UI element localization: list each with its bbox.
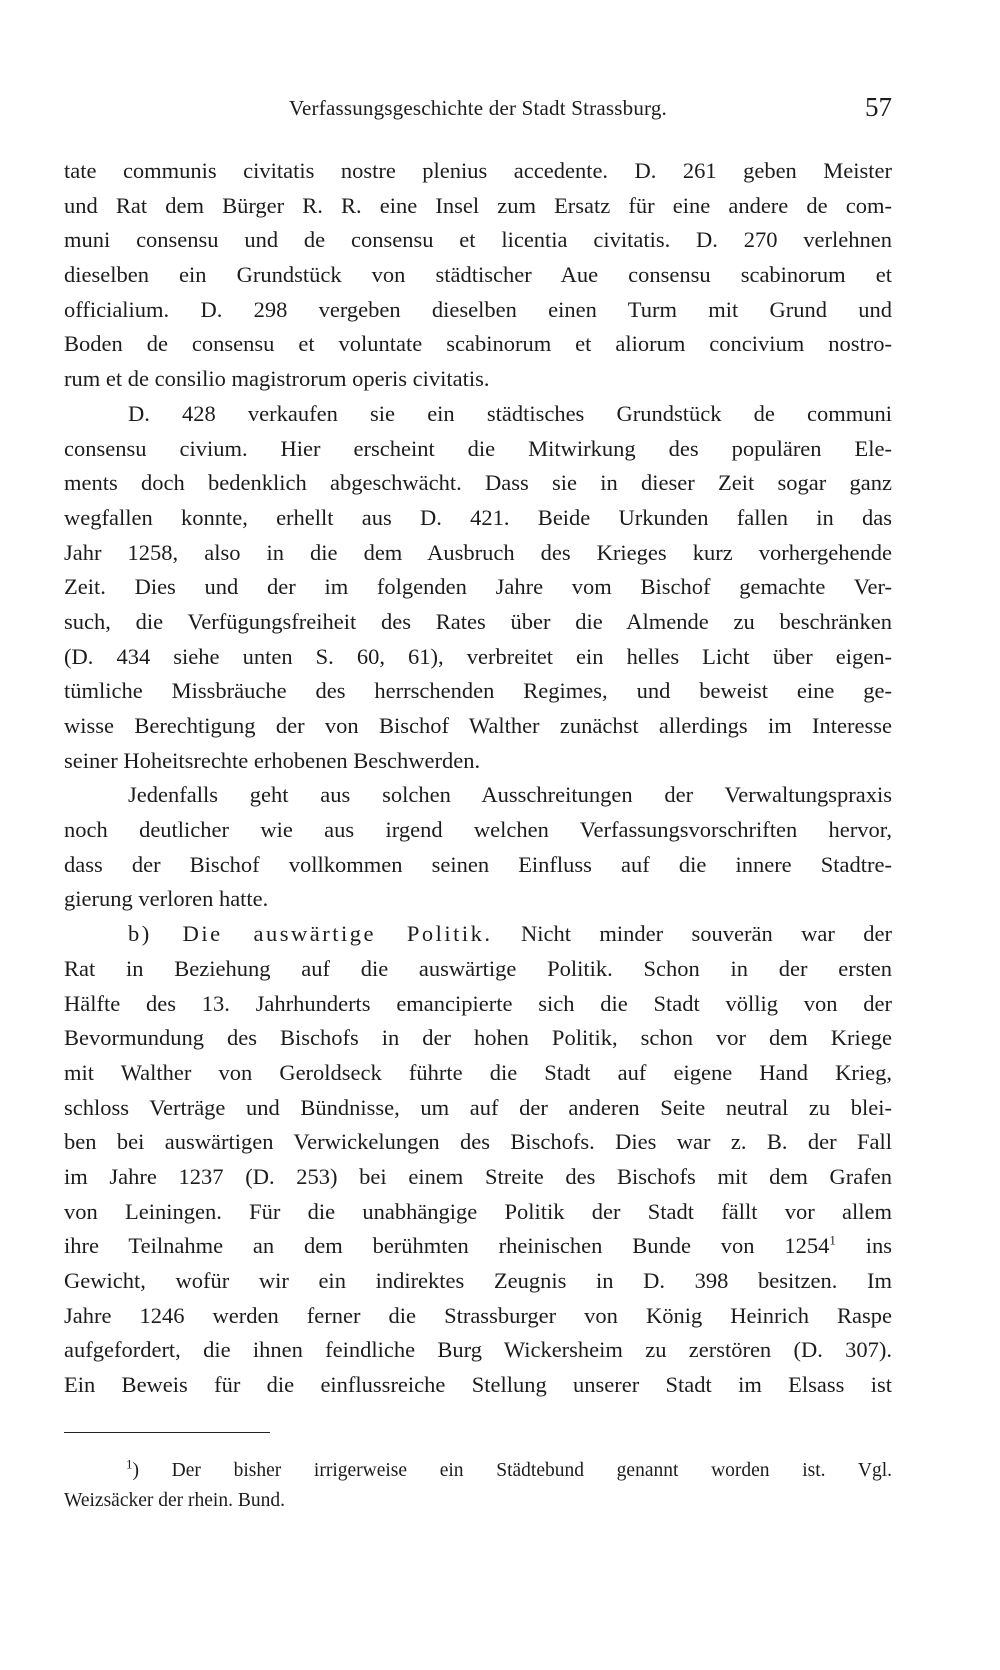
- page-number: 57: [865, 92, 892, 122]
- text-line: Gewicht, wofür wir ein indirektes Zeugnis in D. 398 besitzen. Im: [64, 1268, 892, 1293]
- text-fragment: ihre Teilnahme an dem berühmten rheinischen Bunde von 1254: [64, 1233, 830, 1259]
- text-line: seiner Hoheitsrechte erhobenen Beschwerden.: [64, 747, 481, 773]
- text-line: dass der Bischof vollkommen seinen Einfluss auf die innere Stadtre-: [64, 851, 892, 877]
- text-line: Bevormundung des Bischofs in der hohen Politik, schon vor dem Kriege: [64, 1025, 892, 1051]
- text-fragment: Nicht minder souverän war der: [520, 921, 892, 947]
- footnote-line: [64, 1456, 892, 1486]
- text-line: noch deutlicher wie aus irgend welchen Verfassungsvorschriften hervor,: [64, 817, 892, 843]
- text-line: Hälfte des 13. Jahrhunderts emancipierte sich die Stadt völlig von der: [64, 990, 892, 1016]
- running-head: [64, 92, 892, 132]
- text-line: (D. 434 siehe unten S. 60, 61), verbreitet ein helles Licht über eigen-: [64, 643, 892, 669]
- text-line: consensu civium. Hier erscheint die Mitwirkung des populären Ele-: [64, 435, 892, 461]
- section-heading: b) Die auswärtige Politik.: [128, 921, 493, 947]
- text-line: von Leiningen. Für die unabhängige Politik der Stadt fällt vor allem: [64, 1198, 892, 1224]
- text-line: wisse Berechtigung der von Bischof Walther zunächst allerdings im Interesse: [64, 713, 892, 738]
- footnote-text: ) Der bisher irrigerweise ein Städtebund genannt worden ist. Vgl.: [132, 1460, 892, 1481]
- section-heading-line: [64, 917, 892, 952]
- text-line: wegfallen konnte, erhellt aus D. 421. Beide Urkunden fallen in das: [64, 504, 892, 530]
- footnote-divider: [64, 1432, 270, 1433]
- text-line: officialium. D. 298 vergeben dieselben einen Turm mit Grund und: [64, 296, 892, 322]
- text-line: tümliche Missbräuche des herrschenden Regimes, und beweist eine ge-: [64, 678, 892, 704]
- text-line: im Jahre 1237 (D. 253) bei einem Streite des Bischofs mit dem Grafen: [64, 1163, 892, 1189]
- text-line: ben bei auswärtigen Verwickelungen des Bischofs. Dies war z. B. der Fall: [64, 1129, 892, 1155]
- footnote-marker: 1: [126, 1456, 133, 1472]
- text-line: Zeit. Dies und der im folgenden Jahre vom Bischof gemachte Ver-: [64, 574, 892, 600]
- text-line: Ein Beweis für die einflussreiche Stellung unserer Stadt im Elsass ist: [64, 1372, 892, 1398]
- footnotes: [64, 1456, 892, 1516]
- text-line: D. 428 verkaufen sie ein städtisches Grundstück de communi: [128, 400, 892, 426]
- text-line: Boden de consensu et voluntate scabinorum et aliorum concivium nostro-: [64, 331, 892, 357]
- footnote-line: Weizsäcker der rhein. Bund.: [64, 1490, 285, 1511]
- text-line: schloss Verträge und Bündnisse, um auf der anderen Seite neutral zu blei-: [64, 1094, 892, 1120]
- text-line: dieselben ein Grundstück von städtischer Aue consensu scabinorum et: [64, 262, 892, 288]
- text-line: Jahre 1246 werden ferner die Strassburger von König Heinrich Raspe: [64, 1302, 892, 1328]
- text-line: aufgefordert, die ihnen feindliche Burg Wickersheim zu zerstören (D. 307).: [64, 1337, 892, 1363]
- text-line: ments doch bedenklich abgeschwächt. Dass sie in dieser Zeit sogar ganz: [64, 470, 892, 496]
- running-title: Verfassungsgeschichte der Stadt Strassburg.: [289, 96, 667, 120]
- body-text: [64, 154, 892, 1403]
- text-line: rum et de consilio magistrorum operis civitatis.: [64, 366, 490, 392]
- text-line-with-footnote-ref: [64, 1229, 892, 1264]
- text-line: such, die Verfügungsfreiheit des Rates über die Almende zu beschränken: [64, 608, 892, 634]
- text-line: muni consensu und de consensu et licentia civitatis. D. 270 verlehnen: [64, 227, 892, 253]
- footnote-ref: 1: [829, 1232, 836, 1248]
- text-line: gierung verloren hatte.: [64, 886, 269, 912]
- text-line: Rat in Beziehung auf die auswärtige Politik. Schon in der ersten: [64, 955, 892, 981]
- text-fragment: ins: [865, 1233, 893, 1259]
- text-line: und Rat dem Bürger R. R. eine Insel zum Ersatz für eine andere de com-: [64, 192, 892, 218]
- text-line: Jedenfalls geht aus solchen Ausschreitungen der Verwaltungspraxis: [128, 782, 892, 808]
- text-line: mit Walther von Geroldseck führte die Stadt auf eigene Hand Krieg,: [64, 1059, 892, 1085]
- text-line: Jahr 1258, also in die dem Ausbruch des Krieges kurz vorhergehende: [64, 539, 892, 565]
- text-line: tate communis civitatis nostre plenius accedente. D. 261 geben Meister: [64, 158, 892, 183]
